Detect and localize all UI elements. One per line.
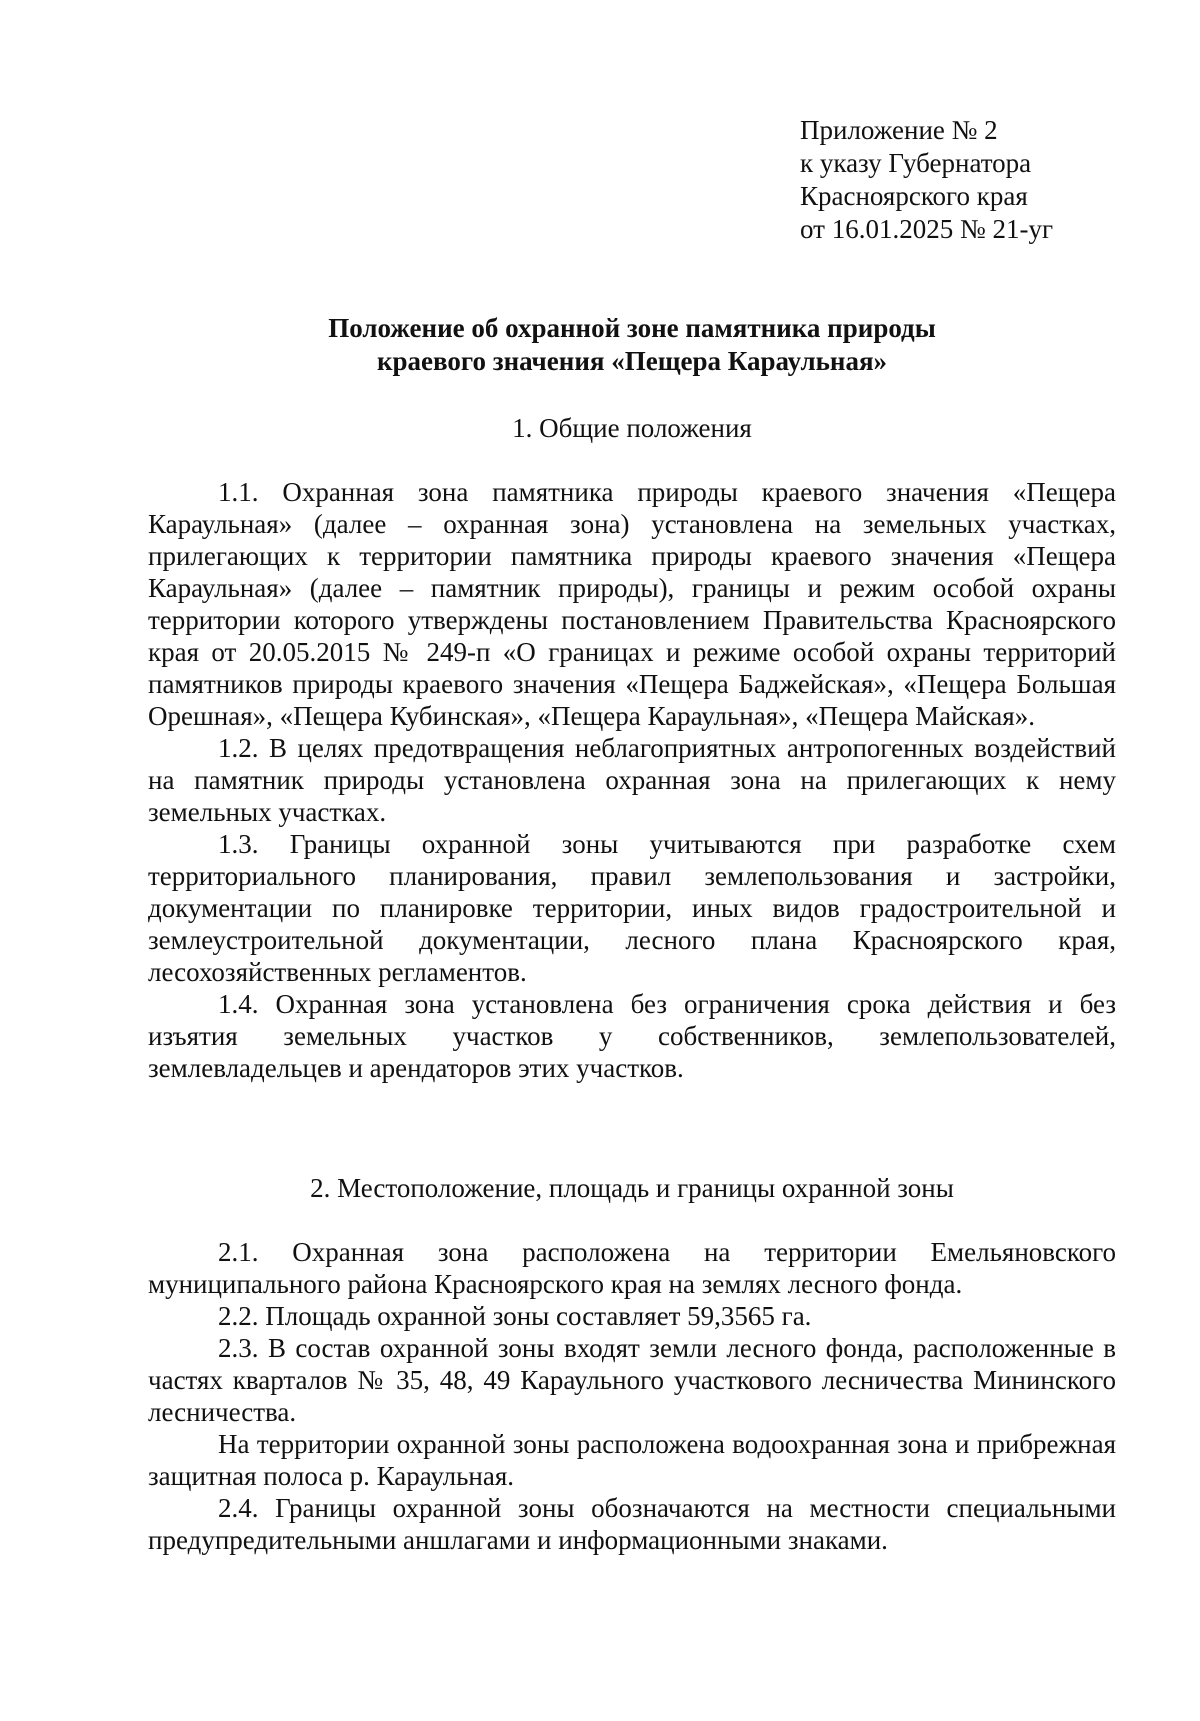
appendix-line: Красноярского края xyxy=(800,181,1028,211)
appendix-line: от 16.01.2025 № 21-уг xyxy=(800,214,1054,244)
section-body-2 xyxy=(148,1236,1116,1556)
paragraph-2-2: 2.2. Площадь охранной зоны составляет 59,3565 га. xyxy=(218,1301,812,1331)
document-title xyxy=(148,312,1116,378)
appendix-line: Приложение № 2 xyxy=(800,115,998,145)
paragraph-2-1: 2.1. Охранная зона расположена на территории Емельяновского муниципального района Красноярского края на землях лесного фонда. xyxy=(148,1237,1116,1299)
appendix-line: к указу Губернатора xyxy=(800,148,1032,178)
paragraph-2-3-note: На территории охранной зоны расположена водоохранная зона и прибрежная защитная полоса р. Караульная. xyxy=(148,1429,1116,1491)
section-body-1 xyxy=(148,476,1116,1084)
title-line: краевого значения «Пещера Караульная» xyxy=(376,346,888,376)
paragraph-1-2: 1.2. В целях предотвращения неблагоприятных антропогенных воздействий на памятник природы установлена охранная зона на прилегающих к нему земельных участках. xyxy=(148,733,1116,827)
paragraph-1-3: 1.3. Границы охранной зоны учитываются при разработке схем территориального планирования, правил землепользования и застройки, документации по планировке территории, иных видов градостроительной и землеустроительной документации, лесного плана Красноярского края, лесохозяйственных регламентов. xyxy=(148,829,1116,987)
paragraph-2-4: 2.4. Границы охранной зоны обозначаются на местности специальными предупредительными аншлагами и информационными знаками. xyxy=(148,1493,1116,1555)
section-heading-2: 2. Местоположение, площадь и границы охранной зоны xyxy=(310,1173,954,1203)
paragraph-1-1: 1.1. Охранная зона памятника природы краевого значения «Пещера Караульная» (далее – охранная зона) установлена на земельных участках, прилегающих к территории памятника природы краевого значения «Пещера Караульная» (далее – памятник природы), границы и режим особой охраны территории которого утверждены постановлением Правительства Красноярского края от 20.05.2015 № 249-п «О границах и режиме особой охраны территорий памятников природы краевого значения «Пещера Баджейская», «Пещера Большая Орешная», «Пещера Кубинская», «Пещера Караульная», «Пещера Майская». xyxy=(148,477,1116,731)
paragraph-1-4: 1.4. Охранная зона установлена без ограничения срока действия и без изъятия земельных участков у собственников, землепользователей, землевладельцев и арендаторов этих участков. xyxy=(148,989,1116,1083)
appendix-header xyxy=(800,114,1053,246)
paragraph-2-3: 2.3. В состав охранной зоны входят земли лесного фонда, расположенные в частях кварталов № 35, 48, 49 Караульного участкового лесничества Мининского лесничества. xyxy=(148,1333,1116,1427)
section-heading-1: 1. Общие положения xyxy=(512,413,752,443)
title-line: Положение об охранной зоне памятника природы xyxy=(328,313,936,343)
